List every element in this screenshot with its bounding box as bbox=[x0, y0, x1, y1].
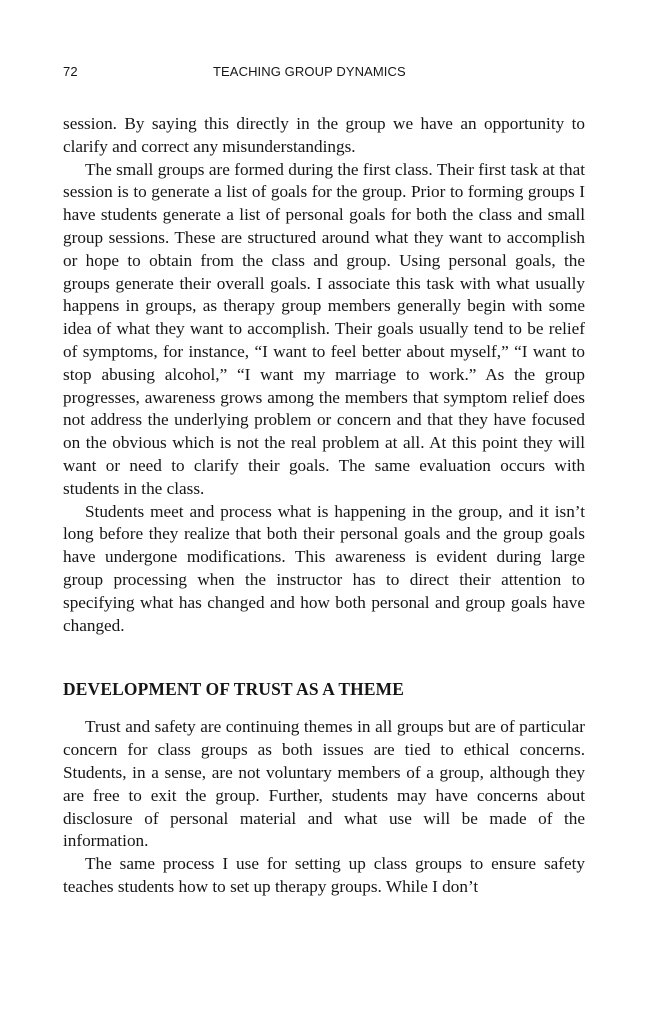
section-heading: DEVELOPMENT OF TRUST AS A THEME bbox=[63, 679, 405, 700]
paragraph-trust-safety: Trust and safety are continuing themes in all groups but are of particular concern for class groups as both issues are tied to ethical concerns. Students, in a sense, are not voluntary members of a group, although they are free to exit the group. Further, students may have concerns about disclosure of personal material and what use will be made of the information. bbox=[63, 717, 585, 851]
paragraph-small-groups: The small groups are formed during the first class. Their first task at that session is to generate a list of goals for the group. Prior to forming groups I have students generate a list of personal goals for both the class and small group sessions. These are structured around what they want to accomplish or hope to obtain from the class and group. Using personal goals, the groups generate their overall goals. I associate this task with what usually happens in groups, as therapy group members generally begin with some idea of what they want to accomplish. Their goals usually tend to be relief of symptoms, for instance, “I want to feel better about myself,” “I want to stop abusing alcohol,” “I want my marriage to work.” As the group progresses, awareness grows among the members that symptom relief does not address the underlying problem or concern and that they have focused on the obvious which is not the real problem at all. At this point they will want or need to clarify their goals. The same evaluation occurs with students in the class. bbox=[63, 159, 585, 498]
paragraph-students-meet: Students meet and process what is happening in the group, and it isn’t long before they realize that both their personal goals and the group goals have undergone modifications. This awareness is evident during large group processing when the instructor has to direct their attention to specifying what has changed and how both personal and group goals have changed. bbox=[63, 501, 585, 635]
running-title: TEACHING GROUP DYNAMICS bbox=[213, 64, 406, 79]
paragraph-continuation: session. By saying this directly in the group we have an opportunity to clarify and correct any misunderstandings. bbox=[63, 114, 585, 156]
paragraph-same-process: The same process I use for setting up class groups to ensure safety teaches students how to set up therapy groups. While I don’t bbox=[63, 854, 585, 896]
page-number: 72 bbox=[63, 64, 78, 79]
body-text bbox=[63, 113, 585, 899]
running-head bbox=[63, 64, 585, 80]
